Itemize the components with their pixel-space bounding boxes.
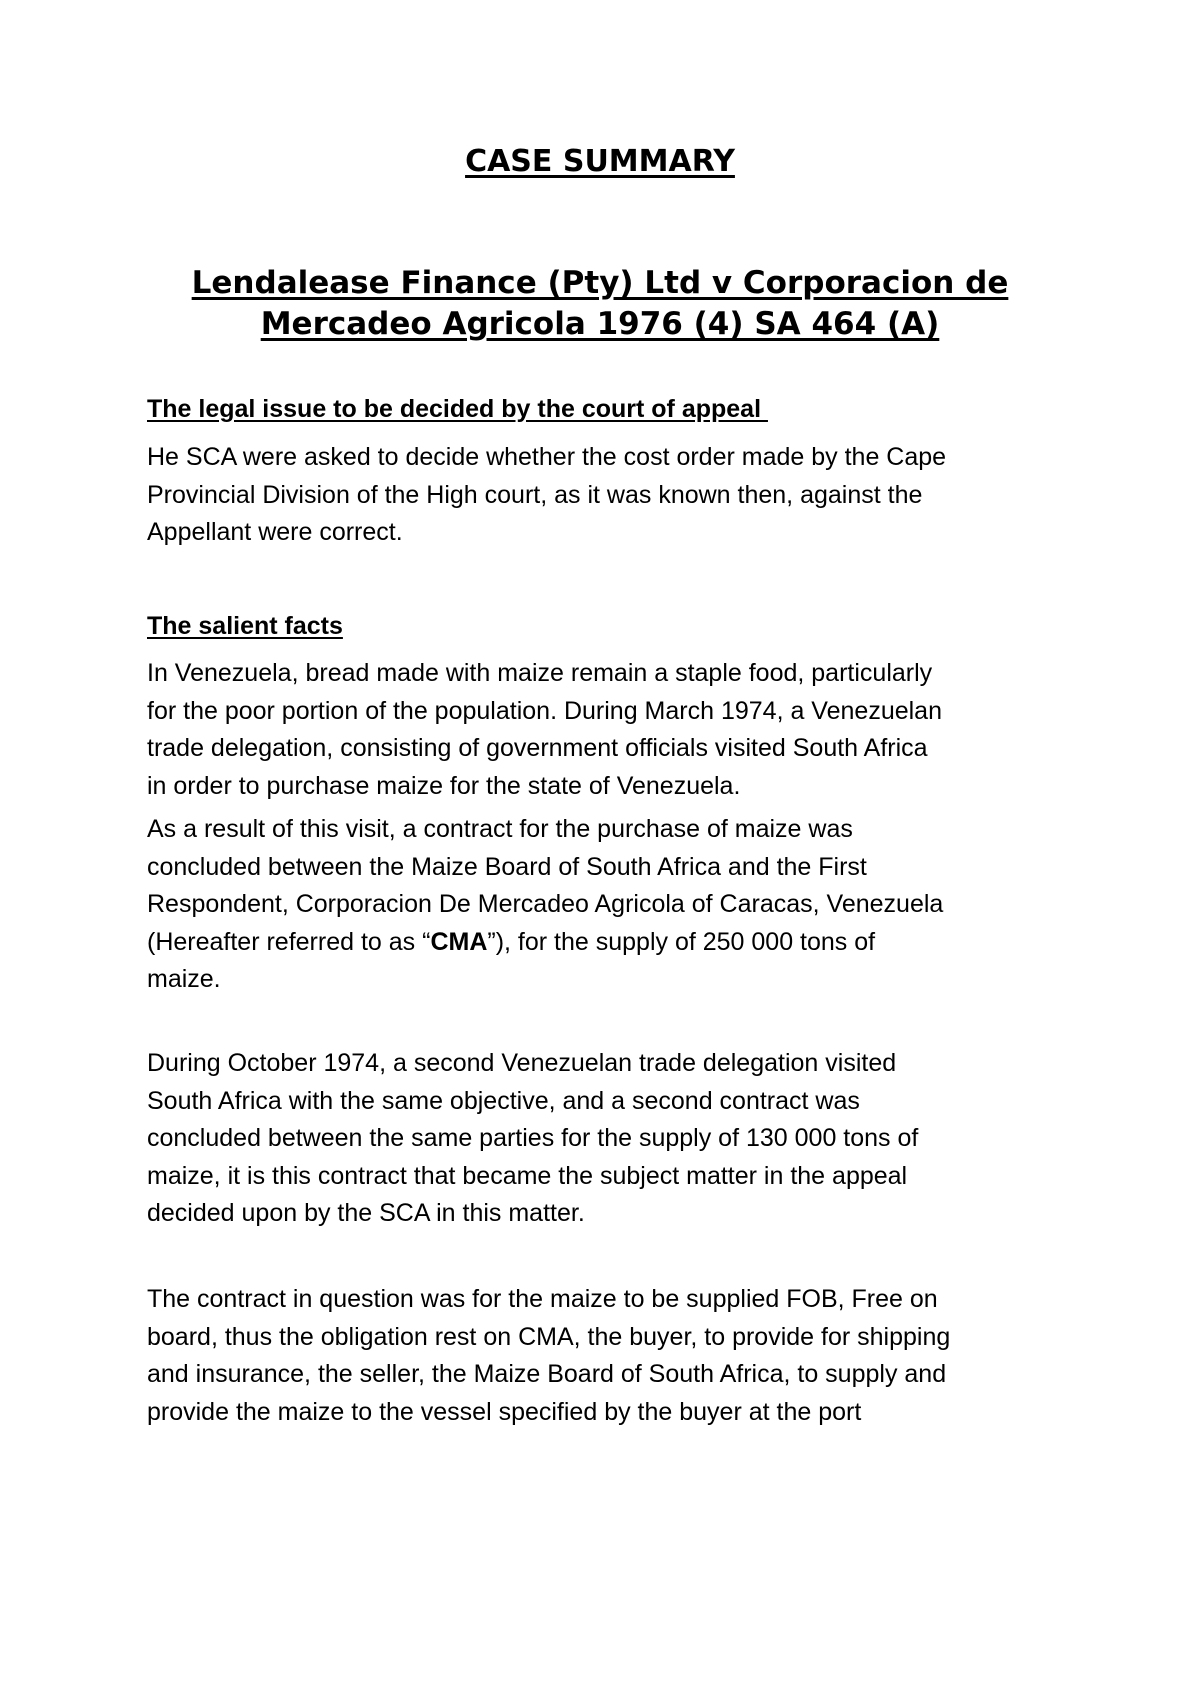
- paragraph-line: Respondent, Corporacion De Mercadeo Agricola of Caracas, Venezuela: [147, 890, 944, 918]
- paragraph-line: maize.: [147, 965, 221, 993]
- paragraph-line: He SCA were asked to decide whether the cost order made by the Cape: [147, 443, 947, 471]
- text-segment: ”), for the supply of 250 000 tons of: [487, 927, 876, 956]
- paragraph-line: As a result of this visit, a contract for the purchase of maize was: [147, 815, 853, 843]
- paragraph-line: board, thus the obligation rest on CMA, the buyer, to provide for shipping: [147, 1322, 951, 1351]
- facts-paragraph-2: [147, 811, 1067, 999]
- paragraph-line: South Africa with the same objective, and a second contract was: [147, 1086, 860, 1115]
- paragraph-line: and insurance, the seller, the Maize Board of South Africa, to supply and: [147, 1360, 947, 1388]
- facts-paragraph-4: [147, 1281, 1067, 1431]
- facts-paragraph-3: [147, 1045, 1067, 1233]
- paragraph-line: trade delegation, consisting of government officials visited South Africa: [147, 734, 928, 762]
- paragraph-line: in order to purchase maize for the state of Venezuela.: [147, 771, 741, 800]
- paragraph-line: decided upon by the SCA in this matter.: [147, 1199, 585, 1227]
- document-title: CASE SUMMARY: [465, 144, 735, 179]
- paragraph-line: During October 1974, a second Venezuelan trade delegation visited: [147, 1049, 897, 1077]
- salient-facts-heading: The salient facts: [147, 612, 343, 640]
- paragraph-line: concluded between the Maize Board of South Africa and the First: [147, 852, 867, 881]
- case-citation-line-1: Lendalease Finance (Pty) Ltd v Corporacion de: [191, 265, 1009, 301]
- paragraph-line: Provincial Division of the High court, as it was known then, against the: [147, 480, 923, 509]
- facts-paragraph-1: [147, 655, 1067, 805]
- paragraph-line: provide the maize to the vessel specified by the buyer at the port: [147, 1397, 862, 1426]
- case-citation-line-2: Mercadeo Agricola 1976 (4) SA 464 (A): [260, 306, 940, 342]
- paragraph-line-with-term: [147, 924, 1067, 962]
- case-citation-title: [150, 263, 1050, 345]
- paragraph-line: concluded between the same parties for the supply of 130 000 tons of: [147, 1124, 919, 1152]
- paragraph-line: for the poor portion of the population. During March 1974, a Venezuelan: [147, 696, 942, 725]
- text-segment: (Hereafter referred to as “: [147, 927, 431, 956]
- paragraph-line: maize, it is this contract that became the subject matter in the appeal: [147, 1161, 908, 1190]
- paragraph-line: Appellant were correct.: [147, 518, 403, 546]
- paragraph-line: The contract in question was for the maize to be supplied FOB, Free on: [147, 1285, 938, 1313]
- legal-issue-paragraph: [147, 439, 1067, 552]
- legal-issue-heading: The legal issue to be decided by the court of appeal: [147, 395, 768, 423]
- paragraph-line: In Venezuela, bread made with maize remain a staple food, particularly: [147, 659, 933, 687]
- defined-term-cma: CMA: [430, 927, 488, 956]
